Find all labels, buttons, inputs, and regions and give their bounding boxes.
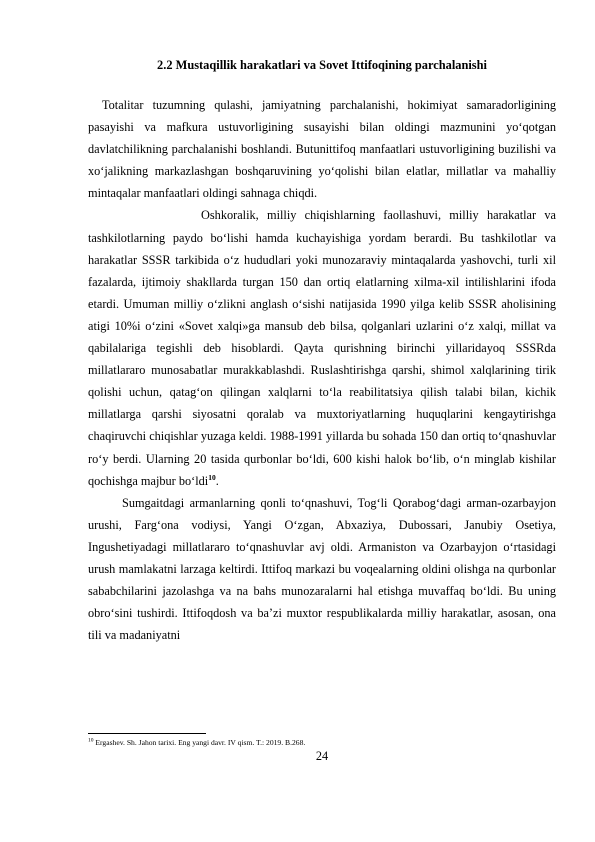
body-text [88, 94, 556, 646]
section-heading: 2.2 Mustaqillik harakatlari va Sovet Ittifoqining parchalanishi [157, 58, 487, 72]
footnote-number: 10 [88, 737, 94, 744]
paragraph-3: Sumgaitdagi armanlarning qonli to‘qnashuvi, Tog‘li Qorabog‘dagi arman-ozarbayjon urushi, Farg‘ona vodiysi, Yangi O‘zgan, Abxaziya, Dubossari, Janubiy Osetiya, Ingushetiyadagi millatlararo to‘qnashuvlar avj oldi. Armaniston va Ozarbayjon o‘rtasidagi urush mamlakatni larzaga keltirdi. Ittifoq markazi bu voqealarning oldini olishga na qurbonlar sababchilarini jazolashga va na bahs munozaralarni hal etishga muvaffaq bo‘ldi. Bu uning obro‘sini tushirdi. Ittifoqdosh va ba’zi muxtor respublikalarda milliy harakatlar, asosan, ona tili va madaniyatni [88, 495, 556, 643]
paragraph-2 [88, 204, 556, 491]
footnote-reference[interactable]: 10 [208, 472, 216, 482]
page-number: 24 [315, 749, 329, 763]
footnote-text: Ergashev. Sh. Jahon tarixi. Eng yangi davr. IV qism. T.: 2019. B.268. [93, 738, 306, 747]
footnote-divider [88, 733, 206, 734]
paragraph-1: Totalitar tuzumning qulashi, jamiyatning parchalanishi, hokimiyat samaradorligining pasayishi va mafkura ustuvorligining susayishi bilan oldingi mazmunini yo‘qotgan davlatchilikning parchalanishi boshlandi. Butunittifoq manfaatlari ustuvorligining buzilishi va xo‘jalikning markazlashgan boshqaruvining yo‘qolishi bilan elatlar, millatlar va mahalliy mintaqalar manfaatlari oldingi sahnaga chiqdi. [88, 98, 556, 201]
paragraph-2-end: . [215, 473, 219, 488]
footnote [88, 737, 556, 748]
paragraph-2-text: Oshkoralik, milliy chiqishlarning faollashuvi, milliy harakatlar va tashkilotlarning paydo bo‘lishi hamda kuchayishiga yordam berardi. Bu tashkilotlar va harakatlar SSSR tarkibida o‘z hududlari yoki munozaraviy mintaqalarda yashovchi, turli xil fazalarda, ijtimoiy shakllarda turgan 150 dan ortiq elatlarning xilma-xil intilishlarini ifoda etardi. Umuman milliy o‘zlikni anglash o‘sishi natijasida 1990 yilga kelib SSSR aholisining atigi 10%i o‘zini «Sovet xalqi»ga mansub deb bilsa, qolganlari uzlarini o‘z xalqi, millat va qabilalariga tegishli deb hisoblardi. Qayta qurishning birinchi yillaridayoq SSSRda millatlararo munosabatlar murakkablashdi. Ruslashtirishga qarshi, shimol xalqlarining tirik qolishi uchun, qatag‘on qilingan xalqlarni to‘la reabilitatsiya qilish talabi bilan, kichik millatlarga qarshi siyosatni qoralab va muxtoriyatlarning huquqlarini kengaytirishga chaqiruvchi chiqishlar yuzaga keldi. 1988-1991 yillarda bu sohada 150 dan ortiq to‘qnashuvlar ro‘y berdi. Ularning 20 tasida qurbonlar bo‘ldi, 600 kishi halok bo‘lib, o‘n minglab kishilar qochishga majbur bo‘ldi [88, 208, 556, 488]
